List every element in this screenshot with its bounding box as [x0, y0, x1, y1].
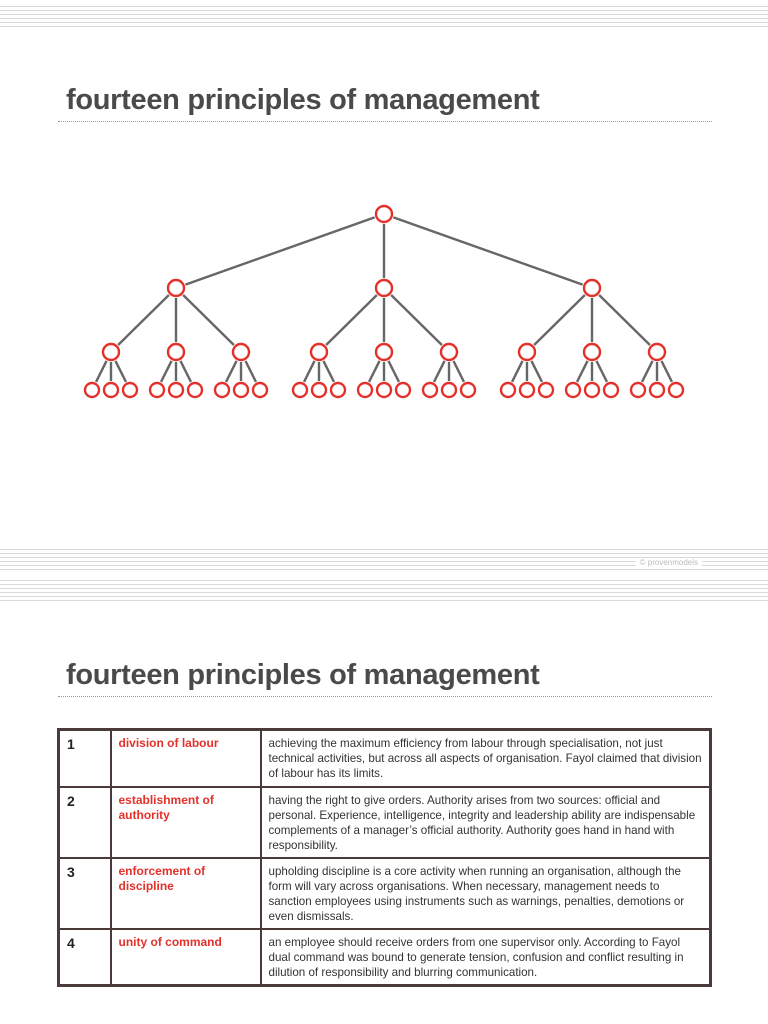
org-node [376, 344, 392, 360]
org-node [188, 383, 202, 397]
org-node [650, 383, 664, 397]
org-connector-line [115, 361, 126, 382]
org-connector-line [185, 217, 374, 284]
org-node [150, 383, 164, 397]
org-connector-line [642, 361, 653, 382]
org-node [519, 344, 535, 360]
org-node [215, 383, 229, 397]
slide-1-rule [58, 121, 712, 122]
separator-stripes-bottom [0, 580, 768, 604]
org-connector-line [599, 295, 650, 345]
org-connector-line [369, 361, 380, 382]
org-node [104, 383, 118, 397]
org-node [312, 383, 326, 397]
slide-2-rule [58, 696, 712, 697]
org-node [396, 383, 410, 397]
org-node [501, 383, 515, 397]
org-node [539, 383, 553, 397]
principle-description: having the right to give orders. Authority arises from two sources: official and personal. Experience, intelligence, integrity and leadership ability are indispensable complements of a manager’s official authority. Authority goes hand in hand with responsibility. [261, 787, 711, 858]
principle-number: 3 [59, 858, 111, 929]
org-node [669, 383, 683, 397]
principle-number: 2 [59, 787, 111, 858]
principle-name: enforcement of discipline [111, 858, 261, 929]
org-connector-line [512, 361, 523, 382]
org-connector-line [323, 361, 334, 382]
table-row [59, 929, 711, 986]
principle-name: establishment of authority [111, 787, 261, 858]
org-node [233, 344, 249, 360]
org-connector-line [577, 361, 588, 382]
principle-name: division of labour [111, 730, 261, 787]
org-node [234, 383, 248, 397]
org-node [168, 280, 184, 296]
org-connector-line [596, 361, 607, 382]
org-connector-line [393, 217, 582, 284]
org-node [423, 383, 437, 397]
org-node [585, 383, 599, 397]
principle-number: 4 [59, 929, 111, 986]
org-connector-line [388, 361, 399, 382]
org-node [331, 383, 345, 397]
principle-description: upholding discipline is a core activity when running an organisation, although the form will vary across organisations. When necessary, management needs to sanction employees using instruments such as warnings, penalties, demotions or even dismissals. [261, 858, 711, 929]
slide-1-title: fourteen principles of management [66, 84, 540, 116]
org-connector-line [304, 361, 315, 382]
org-node [169, 383, 183, 397]
org-node [168, 344, 184, 360]
org-connector-line [96, 361, 107, 382]
org-connector-line [161, 361, 172, 382]
org-node [103, 344, 119, 360]
org-node [85, 383, 99, 397]
org-connector-line [434, 361, 445, 382]
copyright-text: © provenmodels [636, 558, 702, 567]
org-node [520, 383, 534, 397]
org-node [377, 383, 391, 397]
table-row [59, 787, 711, 858]
org-node [123, 383, 137, 397]
org-connector-line [453, 361, 464, 382]
org-connector-line [245, 361, 256, 382]
principle-number: 1 [59, 730, 111, 787]
principle-name: unity of command [111, 929, 261, 986]
org-node [358, 383, 372, 397]
org-connector-line [226, 361, 237, 382]
org-node [441, 344, 457, 360]
org-connector-line [534, 295, 585, 345]
org-node [631, 383, 645, 397]
org-chart-diagram [0, 190, 768, 410]
org-node [649, 344, 665, 360]
org-node [584, 280, 600, 296]
org-node [442, 383, 456, 397]
table-row [59, 730, 711, 787]
principle-description: achieving the maximum efficiency from labour through specialisation, not just technical activities, but across all aspects of organisation. Fayol claimed that division of labour has its limits. [261, 730, 711, 787]
org-node [311, 344, 327, 360]
org-node [376, 206, 392, 222]
org-node [584, 344, 600, 360]
slide-2-title: fourteen principles of management [66, 659, 540, 691]
org-node [566, 383, 580, 397]
table-row [59, 858, 711, 929]
principle-description: an employee should receive orders from one supervisor only. According to Fayol dual command was bound to generate tension, confusion and conflict resulting in dilution of responsibility and blurring communication. [261, 929, 711, 986]
org-node [293, 383, 307, 397]
org-connector-line [661, 361, 672, 382]
org-connector-line [531, 361, 542, 382]
org-connector-line [118, 295, 169, 345]
org-node [376, 280, 392, 296]
org-connector-line [180, 361, 191, 382]
org-node [461, 383, 475, 397]
org-connector-line [391, 295, 442, 345]
org-node [253, 383, 267, 397]
org-connector-line [326, 295, 377, 345]
org-connector-line [183, 295, 234, 345]
org-node [604, 383, 618, 397]
top-stripes [0, 6, 768, 30]
principles-table [57, 728, 712, 987]
